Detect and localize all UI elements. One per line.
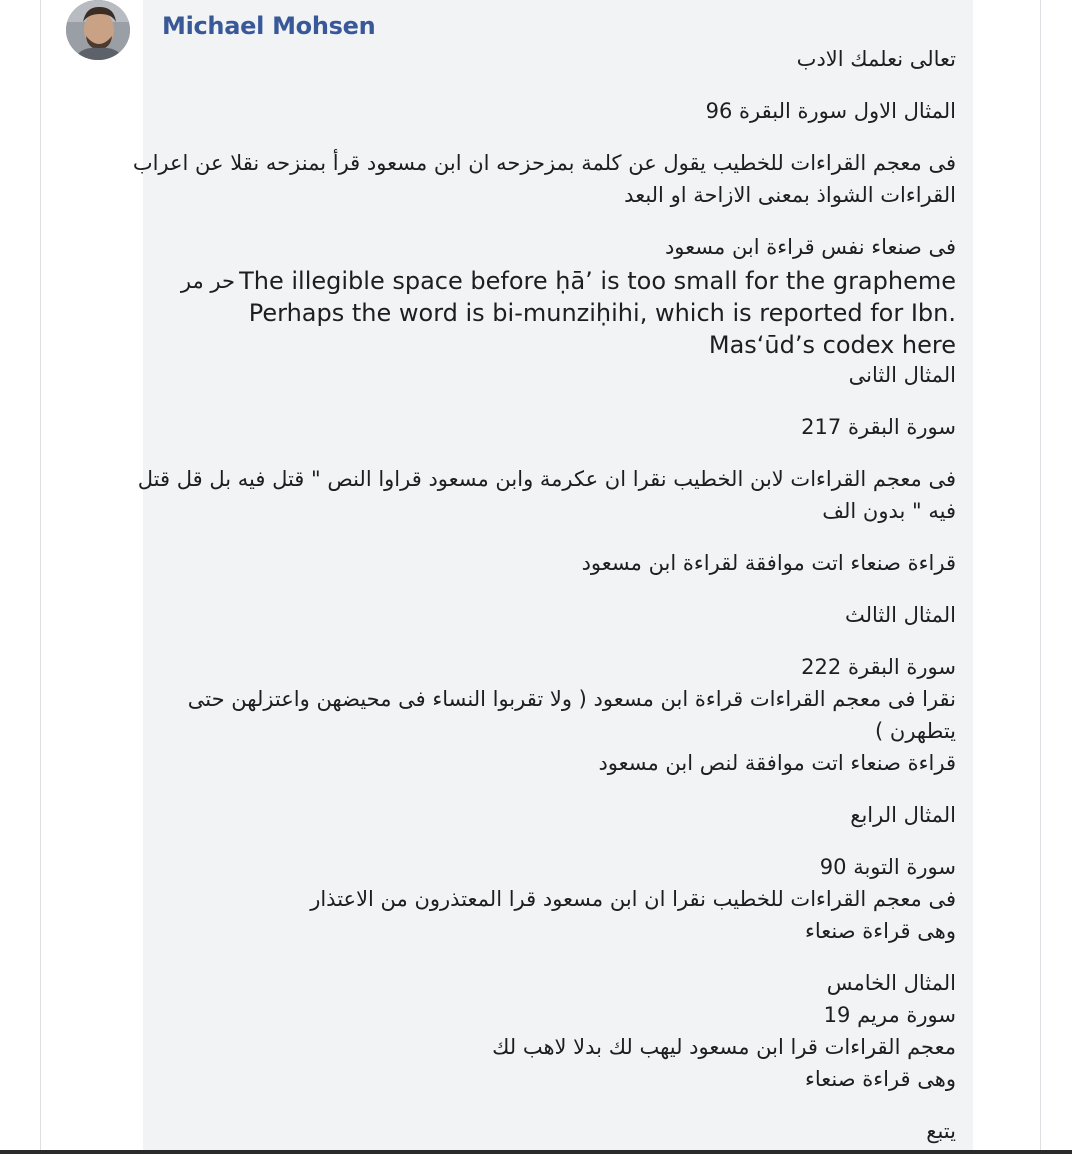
comment-author-name[interactable]: Michael Mohsen — [162, 12, 376, 40]
right-divider — [1040, 0, 1041, 1154]
quoted-arabic-fragment: حر مر — [180, 269, 235, 293]
comment-text-line: نقرا فى معجم القراءات قراءة ابن مسعود ( ولا تقربوا النساء فى محيضهن واعتزلهن حتى — [187, 687, 956, 711]
comment-text-line: سورة البقرة 222 — [801, 655, 956, 679]
comment-text-line: فى صنعاء نفس قراءة ابن مسعود — [664, 235, 956, 259]
comment-text-line: فى معجم القراءات لابن الخطيب نقرا ان عكرمة وابن مسعود قراوا النص " قتل فيه بل قل قتل — [137, 467, 956, 491]
comment-text-line: يتبع — [926, 1119, 956, 1143]
quoted-english-line: Mas‘ūd’s codex here — [708, 331, 956, 359]
comment-text-line: المثال الاول سورة البقرة 96 — [705, 99, 956, 123]
quoted-english-line: Perhaps the word is bi-munziḥihi, which is reported for Ibn. — [248, 299, 956, 327]
left-divider — [40, 0, 41, 1154]
comment-text-line: قراءة صنعاء اتت موافقة لقراءة ابن مسعود — [581, 551, 956, 575]
bottom-edge-bar — [0, 1150, 1072, 1154]
comment-text-line: المثال الرابع — [850, 803, 956, 827]
avatar-photo — [66, 0, 130, 60]
comment-text-line: تعالى نعلمك الادب — [796, 47, 956, 71]
comment-text-line: معجم القراءات قرا ابن مسعود ليهب لك بدلا لاهب لك — [492, 1035, 956, 1059]
avatar[interactable] — [66, 0, 130, 60]
comment-text-line: المثال الخامس — [826, 971, 956, 995]
comment-text-line: سورة مريم 19 — [823, 1003, 956, 1027]
comment-text-line: وهى قراءة صنعاء — [805, 1067, 956, 1091]
comment-text-line: وهى قراءة صنعاء — [805, 919, 956, 943]
quoted-english-line: The illegible space before ḥā’ is too small for the grapheme — [239, 267, 956, 295]
comment-text-line: قراءة صنعاء اتت موافقة لنص ابن مسعود — [598, 751, 956, 775]
comment-text-line: فى معجم القراءات للخطيب نقرا ان ابن مسعود قرا المعتذرون من الاعتذار — [310, 887, 956, 911]
comment-text-line: فى معجم القراءات للخطيب يقول عن كلمة بمزحزحه ان ابن مسعود قرأ بمنزحه نقلا عن اعراب — [132, 151, 956, 175]
comment-text-line: سورة البقرة 217 — [801, 415, 956, 439]
comment-text-line: فيه " بدون الف — [822, 499, 956, 523]
comment-text-line: القراءات الشواذ بمعنى الازاحة او البعد — [624, 183, 956, 207]
comment-text-line: المثال الثانى — [848, 363, 956, 387]
comment-text-line: يتطهرن ) — [875, 719, 956, 743]
comment-text-line: المثال الثالث — [844, 603, 956, 627]
comment-text-line: سورة التوبة 90 — [819, 855, 956, 879]
